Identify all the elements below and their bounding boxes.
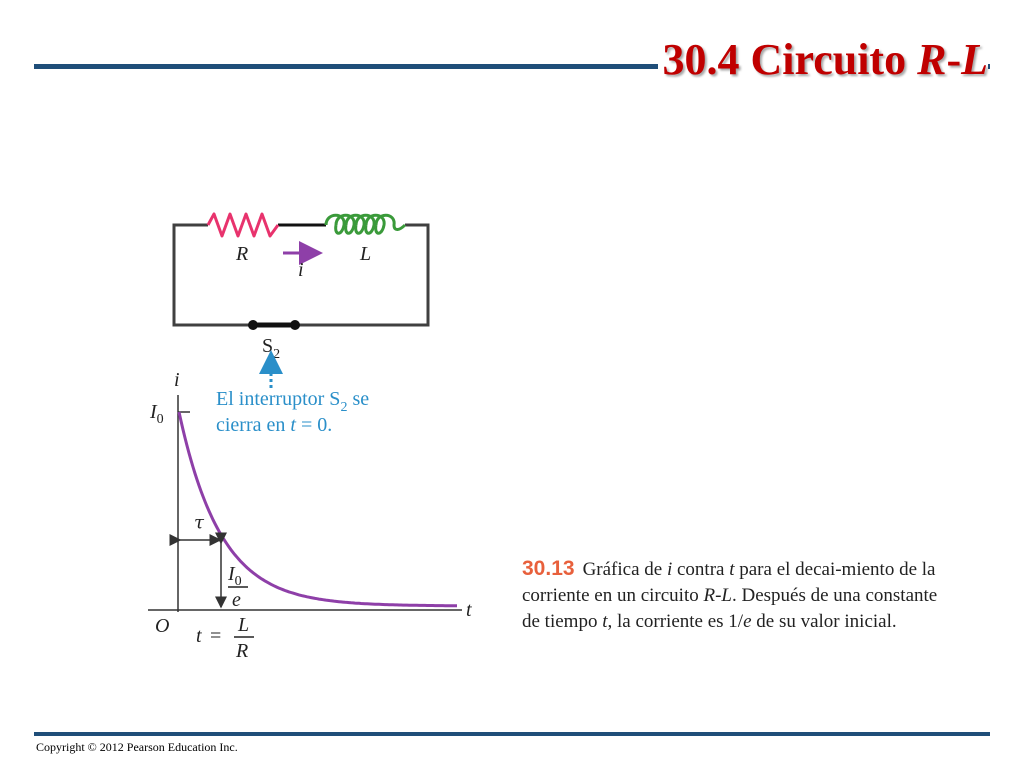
time-constant-denominator: R [236, 640, 249, 662]
inductor-label: L [360, 243, 372, 265]
y-axis-label: i [174, 369, 180, 391]
figure-caption: 30.13 Gráfica de i contra t para el decai-miento de la corriente en un circuito R-L. Después de una constante de tiempo t, la corriente es 1/e de su valor inicial. [522, 557, 938, 632]
current-label: i [298, 259, 304, 281]
i0-over-e-denominator: e [232, 589, 241, 611]
figure-number: 30.13 [522, 557, 575, 580]
inductor-symbol [326, 215, 405, 233]
i0-label: $I_0$ [150, 401, 164, 427]
resistor-label: R [236, 243, 249, 265]
footer-rule [34, 732, 990, 736]
tau-label: τ [194, 512, 204, 533]
i0-over-e-numerator: $I_0$ [228, 563, 242, 589]
time-constant-equals: = [210, 625, 222, 647]
copyright-text: Copyright © 2012 Pearson Education Inc. [36, 740, 238, 754]
switch-note-line2: cierra en t = 0. [216, 414, 333, 436]
slide-title: 30.4 Circuito R-L [658, 36, 988, 84]
origin-label: O [155, 615, 170, 637]
switch-label: $S_2$ [262, 335, 281, 362]
time-constant-numerator: L [238, 614, 250, 636]
switch-s2 [248, 320, 300, 330]
time-constant-var: t [196, 625, 202, 647]
resistor-symbol [208, 214, 278, 236]
switch-note-line1: El interruptor $S_2$ se [216, 388, 370, 415]
x-axis-label: t [466, 599, 472, 621]
